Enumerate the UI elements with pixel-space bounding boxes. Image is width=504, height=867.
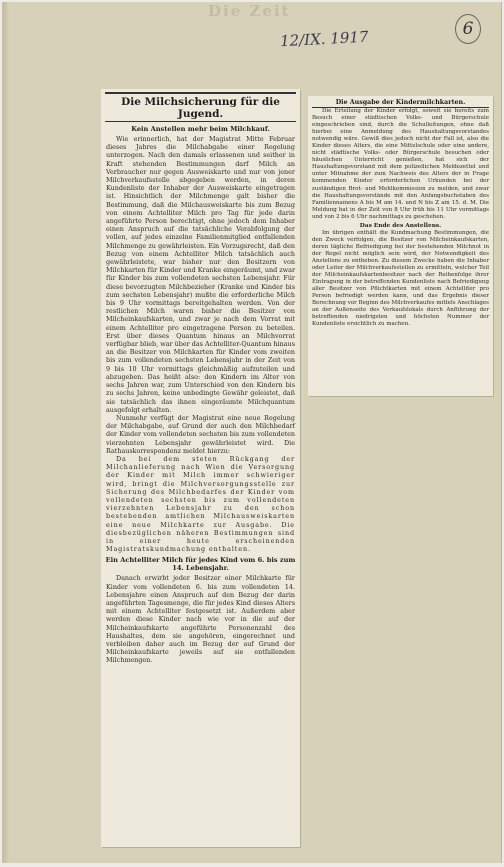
article-right-subhead: Das Ende des Anstellens. [359,222,442,229]
article-clipping-right [308,96,493,396]
page-number: 6 [455,14,481,44]
article-paragraph-4: Danach erwirbt jeder Besitzer einer Milchkarte für Kinder vom vollendeten 6. bis zum vollendeten 14. Lebensjahre einen Anspruch auf den Bezug der darin angeführten Tagesmenge, die für jedes Kind dieses Alters mit einem Achtelliter festgesetzt ist. Außerdem aber werden diese Kinder nach wie vor in die auf der Milcheinkaufskarte angeführte Personenzahl des Haushaltes, dem sie angehören, eingerechnet und verbleiben daher auch im Bezug der auf Grund der Milcheinkaufskarte jeweils auf sie entfallenden Milchmengen. [106,574,295,665]
article-subhead-2: Ein Achtelliter Milch für jedes Kind vom 6. bis zum 14. Lebensjahr. [105,556,296,573]
headline-rule [105,121,296,122]
article-paragraph-1: Wie erinnerlich, hat der Magistrat Mitte Februar dieses Jahres die Milchabgabe einer Regelung unterzogen. Nach den damals erlassenen und seither in Kraft stehenden Bestimmungen darf Milch an Verbraucher nur gegen Ausweiskarte und nur von jener Milchverkaufsstelle abgegeben werden, in deren Kundenliste der Inhaber der Ausweiskarte eingetragen ist. Hinsichtlich der Milchmenge galt bisher die Bestimmung, daß die Milchausweiskarte bis zum Bezug von einem Achtelliter Milch pro Tag für jede darin angeführte Person berechtigt, ohne jedoch dem Inhaber einen Anspruch auf die tatsächliche Verabfolgung der vollen, auf jedes einzelne Familienmitglied entfallenden Milchmenge zu gewährleisten. Ein Vorzugsrecht, daß den Bezug von einem Achtelliter Milch tatsächlich auch gewährleistete, war bisher nur den Besitzern von Milchkarten für Kinder und Kranke eingeräumt, und zwar für Kinder bis zum vollendeten sechsten Lebensjahr. Für diese bevorzugten Milchbezieher (Kranke und Kinder bis zum sechsten Lebensjahr) mußte die erforderliche Milch bis 9 Uhr vormittags bereitgehalten werden. Von der restlichen Milch waren bisher die Besitzer von Milcheinkaufskarten, und zwar je nach dem Vorrat mit einem Achtelliter pro eingetragene Person zu beteilen. Erst über dieses Quantum hinaus an Milchvorrat verfügbar blieb, war über das Achtelliter-Quantum hinaus an die Besitzer von Milchkarten für Kinder vom zweiten bis zum vollendeten sechsten Lebensjahr in der Zeit von 9 bis 10 Uhr vormittags gleichmäßig aufzuteilen und abzugeben. Das heißt also: den Kindern im Alter von sechs Jahren war, zum Unterschied von den Kindern bis zu sechs Jahren, keine unbedingte Gewähr geleistet, daß sie tatsächlich das ihnen eingeräumte Milchquantum ausgefolgt erhalten. [106,135,295,414]
top-rule [105,92,296,94]
article-paragraph-2: Nunmehr verfügt der Magistrat eine neue Regelung der Milchabgabe, auf Grund der auch den Milchbedarf der Kinder vom vollendeten sechsten bis zum vollendeten vierzehnten Lebensjahr gewährleistet wird. Die Rathauskorrespondenz meldet hierzu: [106,413,295,455]
article-right-paragraph-2: Im übrigen enthält die Kundmachung Bestimmungen, die den Zweck verfolgen, die Besitzer von Milcheinkaufskarten, deren tägliche Befriedigung bei der bestehenden Milchnot in der Regel nicht möglich sein wird, der Notwendigkeit des Anstellens zu entheben. Zu diesem Zwecke haben die Inhaber oder Leiter der Milchverkaufsstellen zu ermitteln, welcher Teil der Milcheinkaufskartenbesitzer nach der Reihenfolge ihrer Eintragung in der betreffenden Kundenliste nach Befriedigung aller Besitzer von Pflichtkarten mit einem Achtelliter pro Person befriedigt werden kann, und das Ergebnis dieser Berechnung vor Beginn des Milchverkaufes mittels Anschlages an der Außenseite des Verkaufslokals durch Anführung der betreffenden niedrigsten und höchsten Nummer der Kundenliste ersichtlich zu machen. [312,229,489,328]
article-right-paragraph-1: Die Erteilung der Kinder erfolgt, soweit sie bereits zum Besuch einer städtischen Volks- und Bürgerschule eingeschrieben sind, durch die Schulleitungen, ohne daß hierbei eine Anmeldung des Haushaltungsvorstandes notwendig wäre. Gewiß dies jedoch nicht der Fall ist, also die Kinder dieses Alters, die eine Mittelschule oder eine andere, nicht städtische Volks- oder Bürgerschule besuchen oder häuslichen Unterricht genießen, hat sich der Haushaltungsvorstand mit dem polizeilichen Meldezettel und unter Mitnahme der zum Nachweis des Alters der in Frage kommenden Kinder erforderlichen Urkunden bei der zuständigen Brot- und Mehlkommission zu melden, und zwar die Haushaltungsvorstände mit den Anfangsbuchstaben des Familiennamens A bis M am 14. und N bis Z am 15. d. M. Die Meldung hat in der Zeit von 8 Uhr früh bis 11 Uhr vormittags und von 2 bis 6 Uhr nachmittags zu geschehen. [312,108,489,220]
card-edge-shadow [3,2,9,863]
article-clipping-left [101,89,300,847]
masthead: Die Zeit [208,2,291,20]
article-paragraph-3: Da bei dem steten Rückgang der Milchanlieferung nach Wien die Versorgung der Kinder mit Milch immer schwieriger wird, bringt die Milchversorgungsstelle zur Sicherung des Milchbedarfes der Kinder vom vollendeten sechsten bis zum vollendeten vierzehnten Lebensjahr zu den schon bestehenden amtlichen Milchausweiskarten eine neue Milchkarte zur Ausgabe. Die diesbezüglichen näheren Bestimmungen sind in einer heute erscheinenden Magistratskundmachung enthalten. [106,454,295,554]
article-subhead: Kein Anstellen mehr beim Milchkauf. [131,125,270,133]
handwritten-date: 12/IX. 1917 [279,27,369,51]
article-headline: Die Milchsicherung für die Jugend. [121,96,280,120]
article-right-headline: Die Ausgabe der Kindermilchkarten. [335,99,466,106]
